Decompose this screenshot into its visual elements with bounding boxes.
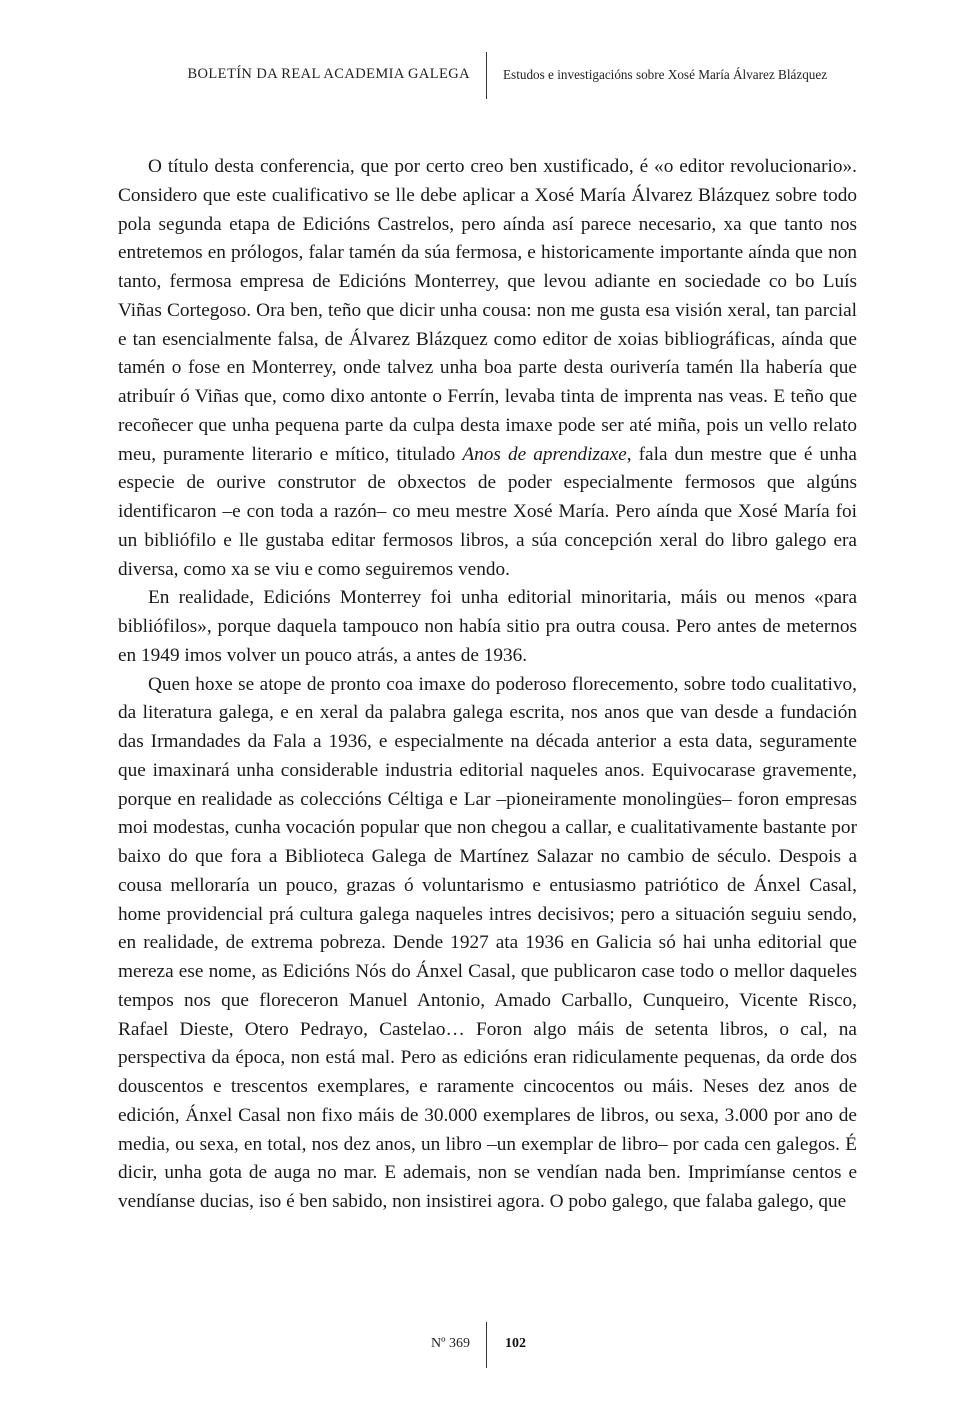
book-title-italic: Anos de aprendizaxe: [462, 443, 627, 465]
paragraph-3: Quen hoxe se atope de pronto coa imaxe do poderoso florecemento, sobre todo cualitativo, da literatura galega, e en xeral da palabra galega escrita, nos anos que van desde a fundación das Irmandades da Fala a 1936, e especialmente na década anterior a esta data, seguramente que imaxinará unha considerable industria editorial naqueles anos. Equivocarase gravemente, porque en realidade as coleccións Céltiga e Lar –pioneiramente monolingües– foron empresas moi modestas, cunha vocación popular que non chegou a callar, e cualitativamente bastante por baixo do que fora a Biblioteca Galega de Martínez Salazar no cambio de século. Despois a cousa melloraría un pouco, grazas ó voluntarismo e entusiasmo patriótico de Ánxel Casal, home providencial prá cultura galega naqueles intres decisivos; pero a situación seguiu sendo, en realidade, de extrema pobreza. Dende 1927 ata 1936 en Galicia só hai unha editorial que mereza ese nome, as Edicións Nós do Ánxel Casal, que publicaron case todo o mellor daqueles tempos nos que floreceron Manuel Antonio, Amado Carballo, Cunqueiro, Vicente Risco, Rafael Dieste, Otero Pedrayo, Castelao… Foron algo máis de setenta libros, o cal, na perspectiva da época, non está mal. Pero as edicións eran ridiculamente pequenas, da orde dos douscentos e trescentos exemplares, e raramente cincocentos ou máis. Neses dez anos de edición, Ánxel Casal non fixo máis de 30.000 exemplares de libros, ou sexa, 3.000 por ano de media, ou sexa, en total, nos dez anos, un libro –un exemplar de libro– por cada cen galegos. É dicir, unha gota de auga no mar. E ademais, non se vendían nada ben. Imprimíanse centos e vendíanse ducias, iso é ben sabido, non insistirei agora. O pobo galego, que falaba galego, que: [118, 673, 857, 1212]
paragraph-1-text-b: , fala dun mestre que é unha especie de ourive construtor de obxectos de poder especialmente fermosos que algúns identificaron –e con toda a razón– co meu mestre Xosé María. Pero aínda que Xosé María foi un bibliófilo e lle gustaba editar fermosos libros, a súa concepción xeral do libro galego era diversa, como xa se viu e como seguiremos vendo.: [118, 443, 857, 580]
page-header: [0, 52, 975, 100]
header-divider: [486, 52, 487, 99]
journal-title: BOLETÍN DA REAL ACADEMIA GALEGA: [187, 66, 470, 82]
paragraph-2: En realidade, Edicións Monterrey foi unha editorial minoritaria, máis ou menos «para bibliófilos», porque daquela tampouco non había sitio pra outra cousa. Pero antes de meternos en 1949 imos volver un pouco atrás, a antes de 1936.: [118, 587, 857, 666]
article-body: [118, 153, 857, 1217]
paragraph-1-text-a: O título desta conferencia, que por certo creo ben xustificado, é «o editor revolucionario». Considero que este cualificativo se lle debe aplicar a Xosé María Álvarez Blázquez sobre todo pola segunda etapa de Edicións Castrelos, pero aínda así parece necesario, xa que tanto nos entretemos en prólogos, falar tamén da súa fermosa, e historicamente importante aínda que non tanto, fermosa empresa de Edicións Monterrey, que levou adiante en sociedade co bo Luís Viñas Cortegoso. Ora ben, teño que dicir unha cousa: non me gusta esa visión xeral, tan parcial e tan esencialmente falsa, de Álvarez Blázquez como editor de xoias bibliográficas, aínda que tamén o fose en Monterrey, onde talvez unha boa parte desta ourivería tamén lla habería que atribuír ó Viñas que, como dixo antonte o Ferrín, levaba tinta de imprenta nas veas. E teño que recoñecer que unha pequena parte da culpa desta imaxe pode ser até miña, pois un vello relato meu, puramente literario e mítico, titulado: [118, 156, 857, 465]
paragraph-1: [118, 153, 857, 584]
page-number: 102: [505, 1336, 526, 1351]
section-title: Estudos e investigacións sobre Xosé María Álvarez Blázquez: [503, 67, 828, 82]
page-footer: [0, 1322, 975, 1370]
footer-divider: [486, 1322, 487, 1368]
issue-number: Nº 369: [431, 1336, 470, 1351]
